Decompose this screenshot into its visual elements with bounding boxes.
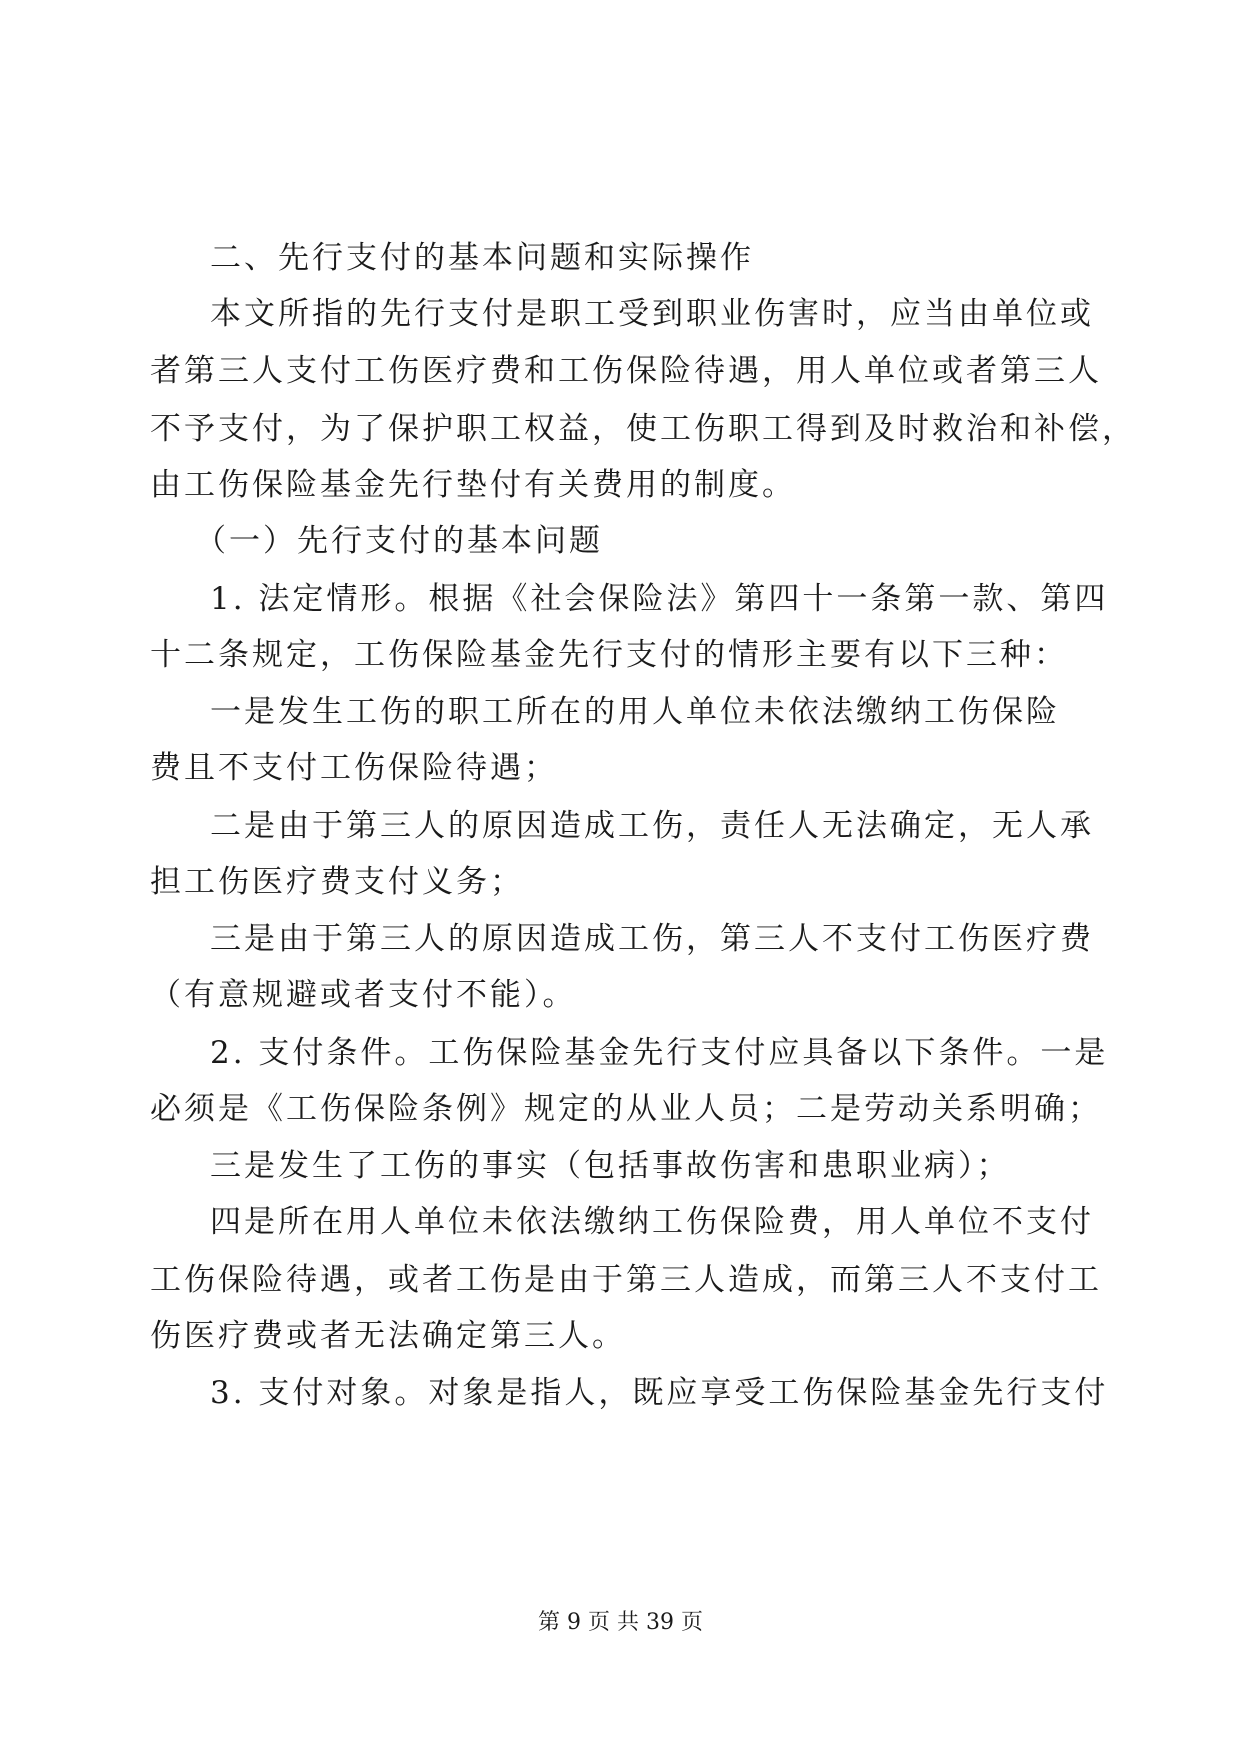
paragraph-line (0, 399, 1241, 459)
paragraph-line (0, 1192, 1241, 1252)
text-line: 十二条规定，工伤保险基金先行支付的情形主要有以下三种： (150, 637, 1068, 673)
paragraph-line (0, 625, 1241, 685)
paragraph-line (0, 682, 1241, 742)
text-line: 由工伤保险基金先行垫付有关费用的制度。 (150, 467, 796, 503)
paragraph-line (0, 965, 1241, 1025)
text-line: （一）先行支付的基本问题 (195, 523, 603, 559)
paragraph-line (0, 569, 1241, 629)
paragraph-line (0, 909, 1241, 969)
text-line: 费且不支付工伤保险待遇； (150, 750, 558, 786)
text-line: 二是由于第三人的原因造成工伤，责任人无法确定，无人承 (210, 808, 1094, 844)
paragraph-line (0, 852, 1241, 912)
paragraph-line (0, 1023, 1241, 1083)
paragraph-line (0, 1250, 1241, 1310)
text-line: 二、先行支付的基本问题和实际操作 (210, 240, 754, 276)
paragraph-line (0, 455, 1241, 515)
text-line: 一是发生工伤的职工所在的用人单位未依法缴纳工伤保险 (210, 694, 1060, 730)
text-line: （有意规避或者支付不能）。 (150, 977, 577, 1013)
text-line: 3. 支付对象。对象是指人，既应享受工伤保险基金先行支付 (210, 1375, 1109, 1411)
text-line: 担工伤医疗费支付义务； (150, 864, 524, 900)
text-line: 1. 法定情形。根据《社会保险法》第四十一条第一款、第四 (210, 581, 1109, 617)
text-line: 四是所在用人单位未依法缴纳工伤保险费，用人单位不支付 (210, 1204, 1094, 1240)
section-heading (0, 228, 1241, 288)
paragraph-line (0, 738, 1241, 798)
text-line: 本文所指的先行支付是职工受到职业伤害时，应当由单位或 (210, 296, 1094, 332)
paragraph-line (0, 284, 1241, 344)
text-line: 三是发生了工伤的事实（包括事故伤害和患职业病）； (210, 1148, 1011, 1184)
text-line: 三是由于第三人的原因造成工伤，第三人不支付工伤医疗费 (210, 921, 1094, 957)
subsection-heading (0, 511, 1241, 571)
text-line: 工伤保险待遇，或者工伤是由于第三人造成，而第三人不支付工 (150, 1262, 1102, 1298)
paragraph-line (0, 1363, 1241, 1423)
text-line: 不予支付，为了保护职工权益，使工伤职工得到及时救治和补偿， (150, 411, 1136, 447)
page-number-label: 第 9 页 共 39 页 (538, 1610, 703, 1635)
paragraph-line (0, 1136, 1241, 1196)
text-line: 伤医疗费或者无法确定第三人。 (150, 1318, 626, 1354)
page-footer (0, 1608, 1241, 1638)
paragraph-line (0, 796, 1241, 856)
paragraph-line (0, 341, 1241, 401)
text-line: 必须是《工伤保险条例》规定的从业人员；二是劳动关系明确； (150, 1091, 1102, 1127)
text-line: 者第三人支付工伤医疗费和工伤保险待遇，用人单位或者第三人 (150, 353, 1102, 389)
text-line: 2. 支付条件。工伤保险基金先行支付应具备以下条件。一是 (210, 1035, 1109, 1071)
paragraph-line (0, 1306, 1241, 1366)
paragraph-line (0, 1079, 1241, 1139)
